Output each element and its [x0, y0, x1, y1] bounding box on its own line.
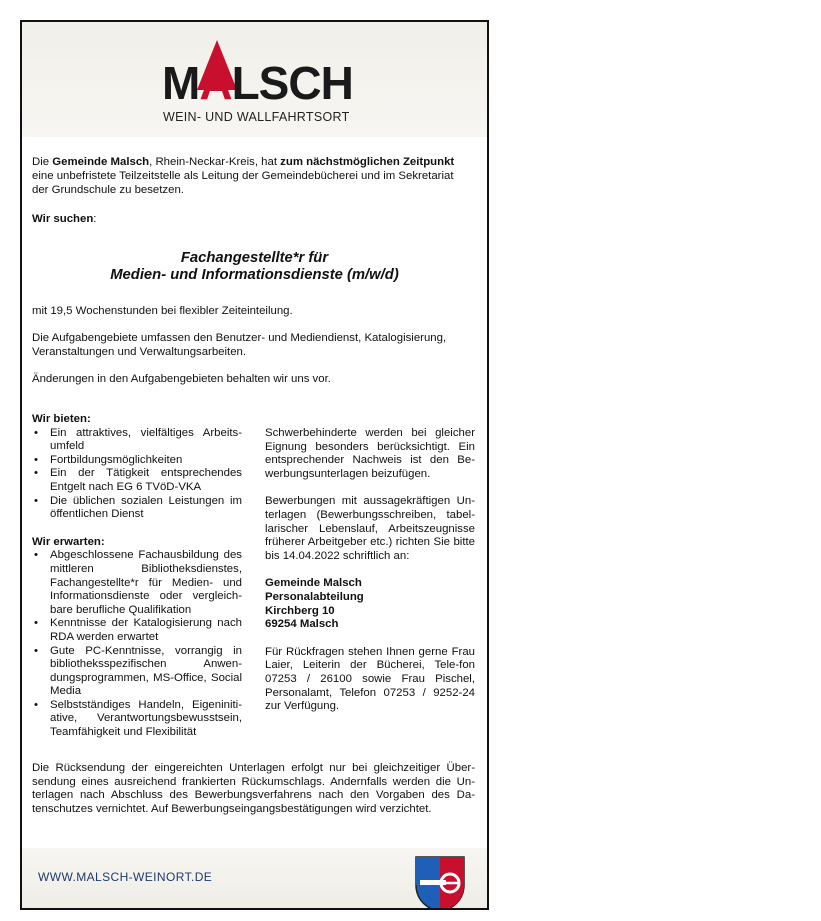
position-title	[22, 250, 487, 284]
logo-letter-a: A	[199, 57, 232, 109]
offer-item: • Die üblichen sozialen Leistungen im öffentlichen Dienst	[32, 495, 242, 522]
intro-block	[32, 156, 475, 227]
right-column	[265, 427, 475, 714]
intro-text-a: Die	[32, 156, 53, 168]
expect-item: • Abgeschlossene Fachausbildung des mittleren Bibliotheksdienstes, Fachangestellte*r für Medien- und Informationsdienste oder vergleich-bare berufliche Qualifikation	[32, 549, 242, 617]
disabled-applicants-text: Schwerbehinderte werden bei gleicher Eignung besonders berücksichtigt. Ein entsprechender Nachweis ist den Be-werbungsunterlagen beizufügen.	[265, 427, 475, 480]
logo-letter-m: M	[162, 57, 200, 109]
malsch-logo	[162, 40, 352, 122]
start-date-phrase: zum nächstmöglichen Zeitpunkt	[280, 156, 455, 168]
offer-list	[32, 427, 242, 522]
intro-line-2: eine unbefristete Teilzeitstelle als Leitung der Gemeindebücherei und im Sekretariat	[32, 169, 454, 182]
intro-text-c: , Rhein-Neckar-Kreis, hat	[149, 156, 281, 168]
wir-suchen-colon: :	[93, 213, 97, 226]
position-title-line-1: Fachangestellte*r für	[180, 250, 329, 266]
logo-wordmark	[162, 57, 353, 109]
position-title-line-2: Medien- und Informationsdienste (m/w/d)	[110, 267, 399, 283]
wir-suchen-label: Wir suchen	[32, 213, 94, 226]
address-line: 69254 Malsch	[265, 618, 339, 631]
offer-item: • Fortbildungsmöglichkeiten	[32, 454, 242, 468]
hours-text: mit 19,5 Wochenstunden bei flexibler Zeiteinteilung.	[32, 305, 293, 317]
logo-tagline: WEIN- UND WALLFAHRTSORT	[163, 110, 350, 124]
employer-name: Gemeinde Malsch	[52, 156, 150, 168]
tasks-text	[32, 332, 475, 359]
footer-banner	[22, 848, 487, 908]
offer-item: • Ein der Tätigkeit entsprechendes Entgelt nach EG 6 TVöD-VKA	[32, 467, 242, 494]
expect-item: • Gute PC-Kenntnisse, vorrangig in bibliotheksspezifischen Anwen-dungsprogrammen, MS-Office, Social Media	[32, 645, 242, 699]
changes-text: Änderungen in den Aufgabengebieten behalten wir uns vor.	[32, 373, 331, 385]
offer-heading	[32, 413, 242, 427]
offer-item: • Ein attraktives, vielfältiges Arbeits-umfeld	[32, 427, 242, 454]
coat-of-arms-icon	[414, 855, 466, 910]
application-text: Bewerbungen mit aussagekräftigen Un-terlagen (Bewerbungsschreiben, tabel-larischer Lebenslauf, Arbeitszeugnisse früherer Arbeitgeber etc.) richten Sie bitte bis 14.04.2022 schriftlich an:	[265, 495, 475, 562]
address-line: Personalabteilung	[265, 590, 364, 603]
expect-list	[32, 549, 242, 739]
website-link[interactable]: WWW.MALSCH-WEINORT.DE	[38, 870, 213, 884]
address-block	[265, 577, 475, 631]
expect-item: • Selbstständiges Handeln, Eigeniniti-ative, Verantwortungsbewusstsein, Teamfähigkeit und Flexibilität	[32, 699, 242, 740]
left-column	[32, 413, 242, 740]
tasks-line-2: Veranstaltungen und Verwaltungsarbeiten.	[32, 345, 247, 358]
contact-text: Für Rückfragen stehen Ihnen gerne Frau Laier, Leiterin der Bücherei, Tele-fon 07253 / 26100 sowie Frau Pischel, Personalamt, Telefon 07253 / 9252-24 zur Verfügung.	[265, 645, 475, 713]
tasks-line-1: Die Aufgabengebiete umfassen den Benutzer- und Mediendienst, Katalogisierung,	[32, 332, 447, 344]
return-note: Die Rücksendung der eingereichten Unterlagen erfolgt nur bei gleichzeitiger Über-sendung eines ausreichend frankierten Rückumschlags. Andernfalls werden die Un-terlagen nach Abschluss des Bewerbungsverfahrens nach den Vorgaben des Da-tenschutzes vernichtet. Auf Bewerbungseingangsbestätigungen wird verzichtet.	[32, 762, 475, 815]
address-line: Gemeinde Malsch	[265, 577, 362, 590]
wir-suchen	[32, 213, 475, 227]
intro-paragraph	[32, 156, 475, 197]
address-line: Kirchberg 10	[265, 604, 335, 617]
expect-heading-text: Wir erwarten:	[32, 535, 105, 548]
job-ad-frame	[20, 20, 489, 910]
logo-letters-rest: LSCH	[231, 57, 353, 109]
header-banner	[22, 22, 487, 137]
intro-line-3: der Grundschule zu besetzen.	[32, 183, 184, 196]
expect-item: • Kenntnisse der Katalogisierung nach RDA werden erwartet	[32, 617, 242, 644]
expect-heading	[32, 536, 242, 550]
offer-heading-text: Wir bieten:	[32, 413, 91, 425]
